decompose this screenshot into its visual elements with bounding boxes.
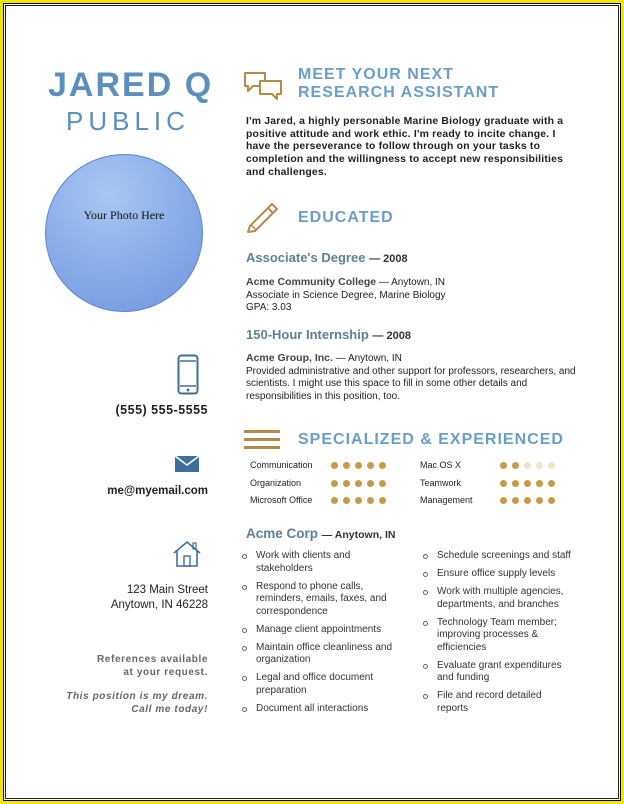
bars-icon <box>244 428 282 452</box>
rating-dot-filled <box>355 462 362 469</box>
bullet-icon <box>423 621 428 626</box>
list-item: Document all interactions <box>242 703 392 716</box>
rating-dot-filled <box>524 497 531 504</box>
rating-dot-empty <box>536 462 543 469</box>
address-line2: Anytown, IN 46228 <box>110 599 208 611</box>
internship-org: Acme Group, Inc. <box>246 352 333 364</box>
address <box>111 583 208 613</box>
rating-dot-filled <box>331 462 338 469</box>
name-last: PUBLIC <box>66 106 190 136</box>
skill-name: Organization <box>250 478 302 488</box>
rating-dot-filled <box>379 497 386 504</box>
internship-title: 150-Hour Internship <box>246 327 369 342</box>
school-location: — Anytown, IN <box>378 277 446 288</box>
email-address[interactable]: me@myemail.com <box>107 485 208 497</box>
rating-dot-filled <box>512 462 519 469</box>
dream-line1: This position is my dream. <box>66 691 208 702</box>
skill-name: Management <box>420 495 473 505</box>
internship-location: — Anytown, IN <box>335 353 402 364</box>
rating-dot-filled <box>367 480 374 487</box>
skill-name: Communication <box>250 460 313 470</box>
bullet-icon <box>242 707 247 712</box>
address-line1: 123 Main Street <box>126 584 208 596</box>
school-block <box>246 276 576 315</box>
skill-name: Microsoft Office <box>250 495 313 505</box>
degree-title-row <box>246 250 408 265</box>
speech-bubbles-icon <box>242 70 284 100</box>
skill-name: Mac OS X <box>420 460 462 470</box>
rating-dot-filled <box>548 480 555 487</box>
rating-dot-filled <box>343 462 350 469</box>
rating-dot-filled <box>512 480 519 487</box>
dream-note <box>66 690 208 716</box>
degree-year: — 2008 <box>369 253 408 265</box>
rating-dot-filled <box>548 497 555 504</box>
rating-dot-filled <box>331 497 338 504</box>
list-item: Maintain office cleanliness and organization <box>242 642 392 667</box>
bullet-icon <box>423 590 428 595</box>
bullet-icon <box>242 676 247 681</box>
rating-dot-filled <box>379 480 386 487</box>
skills-heading: SPECIALIZED & EXPERIENCED <box>298 431 564 448</box>
rating-dot-filled <box>367 462 374 469</box>
rating-dot-filled <box>343 497 350 504</box>
internship-block <box>246 352 576 403</box>
list-item: Manage client appointments <box>242 624 392 637</box>
skill-rating <box>331 462 386 469</box>
job-company: Acme Corp <box>246 526 319 541</box>
bullet-icon <box>242 628 247 633</box>
bullet-icon <box>242 585 247 590</box>
skill-rating <box>500 497 555 504</box>
intro-text: I'm Jared, a highly personable Marine Biology graduate with a positive attitude and work ethic. I'm ready to incite change. I have the perseverance to follow through on your tasks to completion and the willingness to accept new responsibilities and challenges. <box>246 116 564 178</box>
intro-heading-line1: MEET YOUR NEXT <box>298 66 454 83</box>
house-icon <box>172 540 202 568</box>
school-degree: Associate in Science Degree, Marine Biology <box>246 289 446 301</box>
job-location: — Anytown, IN <box>321 529 396 541</box>
photo-label: Your Photo Here <box>83 208 165 222</box>
list-item: Technology Team member; improving processes & efficiencies <box>423 617 573 655</box>
skill-rating <box>331 480 386 487</box>
rating-dot-filled <box>536 480 543 487</box>
education-heading: EDUCATED <box>298 209 394 226</box>
bullet-icon <box>423 572 428 577</box>
bullet-icon <box>423 554 428 559</box>
list-item: Legal and office document preparation <box>242 672 392 697</box>
rating-dot-filled <box>500 462 507 469</box>
bullet-icon <box>423 694 428 699</box>
rating-dot-filled <box>500 480 507 487</box>
rating-dot-empty <box>548 462 555 469</box>
rating-dot-filled <box>343 480 350 487</box>
references-note <box>97 653 208 679</box>
phone-icon <box>177 354 199 396</box>
skill-rating <box>500 462 555 469</box>
rating-dot-filled <box>512 497 519 504</box>
school-gpa: GPA: 3.03 <box>246 302 292 313</box>
references-line2: at your request. <box>123 667 208 678</box>
skill-rating <box>500 480 555 487</box>
rating-dot-filled <box>355 497 362 504</box>
bullet-icon <box>423 664 428 669</box>
bullet-icon <box>242 646 247 651</box>
degree-title: Associate's Degree <box>246 250 366 265</box>
skill-name: Teamwork <box>420 478 462 488</box>
rating-dot-filled <box>379 462 386 469</box>
skill-rating <box>331 497 386 504</box>
list-item: Respond to phone calls, reminders, emails, faxes, and correspondence <box>242 581 392 619</box>
rating-dot-filled <box>500 497 507 504</box>
list-item: Work with clients and stakeholders <box>242 550 392 575</box>
intro-heading <box>298 66 499 102</box>
name-first: JARED Q <box>48 66 214 104</box>
envelope-icon <box>174 455 200 473</box>
list-item: Evaluate grant expenditures and funding <box>423 660 573 685</box>
internship-description: Provided administrative and other support for professors, researchers, and scientists. I might use this space to fill in some other details and responsibilities in this position, too. <box>246 365 576 402</box>
list-item: Ensure office supply levels <box>423 568 573 581</box>
school-name: Acme Community College <box>246 276 377 288</box>
references-line1: References available <box>97 654 208 665</box>
photo-placeholder[interactable] <box>45 154 203 312</box>
rating-dot-empty <box>524 462 531 469</box>
duties-list-right <box>423 550 573 721</box>
list-item: File and record detailed reports <box>423 690 573 715</box>
duties-list-left <box>242 550 392 721</box>
pencil-icon <box>244 198 282 234</box>
internship-title-row <box>246 327 411 342</box>
rating-dot-filled <box>355 480 362 487</box>
rating-dot-filled <box>524 480 531 487</box>
rating-dot-filled <box>536 497 543 504</box>
list-item: Schedule screenings and staff <box>423 550 573 563</box>
rating-dot-filled <box>367 497 374 504</box>
job-title-row <box>246 526 395 541</box>
intro-heading-line2: RESEARCH ASSISTANT <box>298 84 500 101</box>
dream-line2: Call me today! <box>131 704 208 715</box>
rating-dot-filled <box>331 480 338 487</box>
list-item: Work with multiple agencies, departments, and branches <box>423 586 573 611</box>
bullet-icon <box>242 554 247 559</box>
internship-year: — 2008 <box>372 330 411 342</box>
phone-number[interactable]: (555) 555-5555 <box>115 403 208 417</box>
